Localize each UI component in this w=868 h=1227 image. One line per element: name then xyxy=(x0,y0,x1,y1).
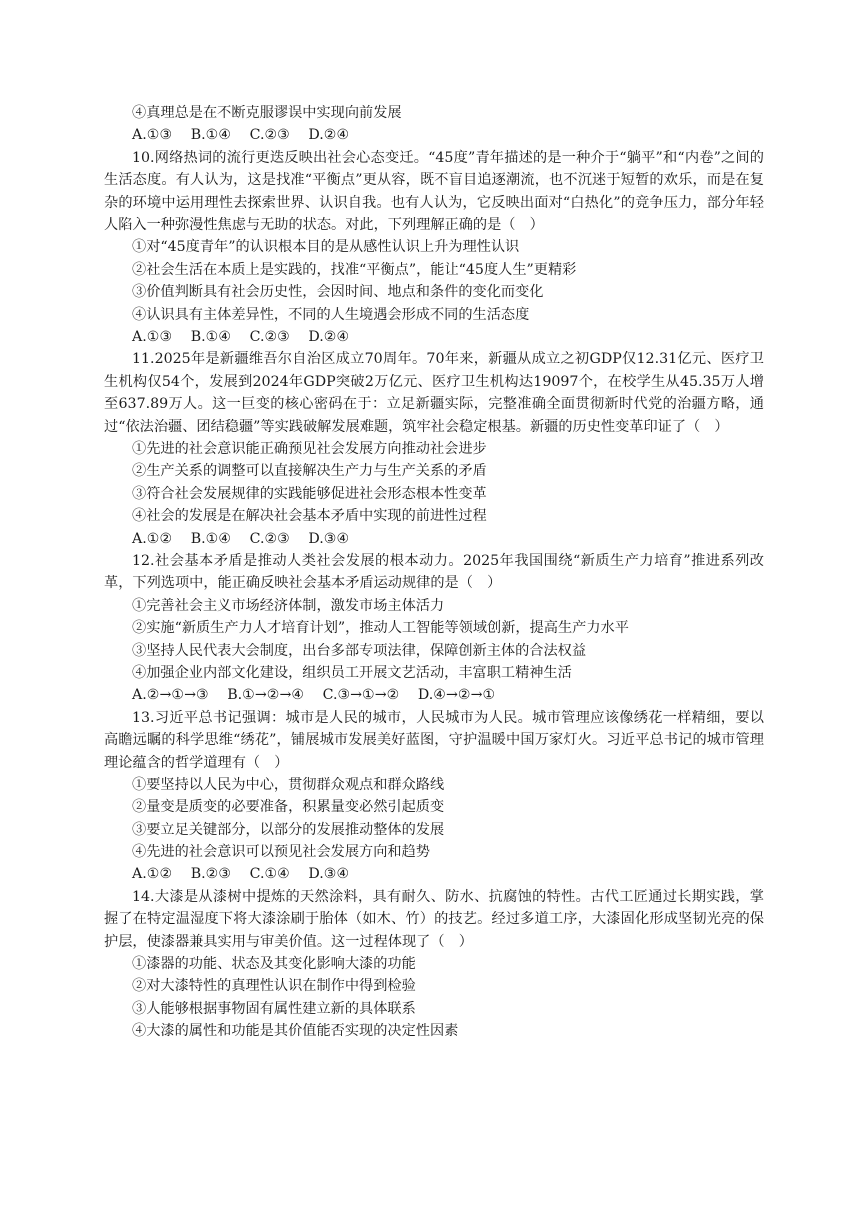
q12-option-1: ①完善社会主义市场经济体制，激发市场主体活力 xyxy=(132,597,445,614)
answer-a[interactable]: A.①③ xyxy=(132,328,173,345)
q13-option-2: ②量变是质变的必要准备，积累量变必然引起质变 xyxy=(132,799,445,816)
q12-option-3: ③坚持人民代表大会制度，出台多部专项法律，保障创新主体的合法权益 xyxy=(132,642,587,659)
q10-option-1: ①对“45度青年”的认识根本目的是从感性认识上升为理性认识 xyxy=(132,239,520,256)
answer-b[interactable]: B.①④ xyxy=(190,328,232,345)
q14-stem: 14.大漆是从漆树中提炼的天然涂料，具有耐久、防水、抗腐蚀的特性。古代工匠通过长期实践，掌握了在特定温湿度下将大漆涂刷于胎体（如木、竹）的技艺。经过多道工序，大漆固化形成坚韧光亮的保护层，使漆器兼具实用与审美价值。这一过程体现了（ ） xyxy=(104,888,764,950)
q12-option-2: ②实施“新质生产力人才培育计划”，推动人工智能等领域创新，提高生产力水平 xyxy=(132,620,629,637)
q11-option-2: ②生产关系的调整可以直接解决生产力与生产关系的矛盾 xyxy=(132,463,487,480)
answer-b[interactable]: B.②③ xyxy=(190,866,232,883)
answer-c[interactable]: C.③→①→② xyxy=(322,687,400,704)
q10-option-3: ③价值判断具有社会历史性，会因时间、地点和条件的变化而变化 xyxy=(132,284,544,301)
q9-option-4: ④真理总是在不断克服谬误中实现向前发展 xyxy=(132,105,402,121)
q9-answer-choices xyxy=(104,124,764,146)
q11-option-3: ③符合社会发展规律的实践能够促进社会形态根本性变革 xyxy=(132,485,487,502)
q12-answer-choices xyxy=(104,684,764,706)
q10-stem: 10.网络热词的流行更迭反映出社会心态变迁。“45度”青年描述的是一种介于“躺平”和“内卷”之间的生活态度。有人认为，这是找准“平衡点”更从容，既不盲目追逐潮流，也不沉迷于短暂的欢乐，而是在复杂的环境中运用理性去探索世界、认识自我。也有人认为，它反映出面对“白热化”的竞争压力，部分年轻人陷入一种弥漫性焦虑与无助的状态。对此，下列理解正确的是（ ） xyxy=(104,149,764,233)
answer-d[interactable]: D.④→②→① xyxy=(417,687,496,704)
answer-c[interactable]: C.②③ xyxy=(249,127,290,144)
answer-b[interactable]: B.①④ xyxy=(190,127,232,144)
q13-answer-choices xyxy=(104,863,764,885)
q11-answer-choices xyxy=(104,528,764,550)
q11-option-1: ①先进的社会意识能正确预见社会发展方向推动社会进步 xyxy=(132,440,487,457)
q10-answer-choices xyxy=(104,326,764,348)
answer-d[interactable]: D.③④ xyxy=(308,866,350,883)
answer-d[interactable]: D.③④ xyxy=(308,530,350,547)
q11-option-4: ④社会的发展是在解决社会基本矛盾中实现的前进性过程 xyxy=(132,508,487,525)
answer-c[interactable]: C.②③ xyxy=(249,328,290,345)
answer-a[interactable]: A.①③ xyxy=(132,127,173,144)
answer-a[interactable]: A.①② xyxy=(132,866,173,883)
q14-option-2: ②对大漆特性的真理性认识在制作中得到检验 xyxy=(132,978,416,995)
answer-c[interactable]: C.①④ xyxy=(249,866,290,883)
q13-option-4: ④先进的社会意识可以预见社会发展方向和趋势 xyxy=(132,844,430,861)
answer-d[interactable]: D.②④ xyxy=(308,127,350,144)
q13-option-1: ①要坚持以人民为中心，贯彻群众观点和群众路线 xyxy=(132,776,445,793)
q14-option-4: ④大漆的属性和功能是其价值能否实现的决定性因素 xyxy=(132,1023,459,1040)
q14-option-1: ①漆器的功能、状态及其变化影响大漆的功能 xyxy=(132,956,416,973)
q14-option-3: ③人能够根据事物固有属性建立新的具体联系 xyxy=(132,1000,416,1017)
answer-d[interactable]: D.②④ xyxy=(308,328,350,345)
q12-option-4: ④加强企业内部文化建设，组织员工开展文艺活动，丰富职工精神生活 xyxy=(132,664,572,681)
q12-stem: 12.社会基本矛盾是推动人类社会发展的根本动力。2025年我国围绕“新质生产力培育”推进系列改革，下列选项中，能正确反映社会基本矛盾运动规律的是（ ） xyxy=(104,552,764,592)
answer-a[interactable]: A.②→①→③ xyxy=(132,687,209,704)
q10-option-2: ②社会生活在本质上是实践的，找准“平衡点”，能让“45度人生”更精彩 xyxy=(132,261,577,278)
q13-option-3: ③要立足关键部分，以部分的发展推动整体的发展 xyxy=(132,821,445,838)
q11-stem: 11.2025年是新疆维吾尔自治区成立70周年。70年来，新疆从成立之初GDP仅12.31亿元、医疗卫生机构仅54个，发展到2024年GDP突破2万亿元、医疗卫生机构达19097个，在校学生从45.35万人增至637.89万人。这一巨变的核心密码在于：立足新疆实际，完整准确全面贯彻新时代党的治疆方略，通过“依法治疆、团结稳疆”等实践破解发展难题，筑牢社会稳定根基。新疆的历史性变革印证了（ ） xyxy=(104,351,764,435)
answer-b[interactable]: B.①④ xyxy=(190,530,232,547)
q10-option-4: ④认识具有主体差异性，不同的人生境遇会形成不同的生活态度 xyxy=(132,306,530,323)
answer-a[interactable]: A.①② xyxy=(132,530,173,547)
answer-b[interactable]: B.①→②→④ xyxy=(227,687,305,704)
answer-c[interactable]: C.②③ xyxy=(249,530,290,547)
q13-stem: 13.习近平总书记强调：城市是人民的城市，人民城市为人民。城市管理应该像绣花一样精细，要以高瞻远瞩的科学思维“绣花”，铺展城市发展美好蓝图，守护温暖中国万家灯火。习近平总书记的城市管理理论蕴含的哲学道理有（ ） xyxy=(104,709,764,771)
